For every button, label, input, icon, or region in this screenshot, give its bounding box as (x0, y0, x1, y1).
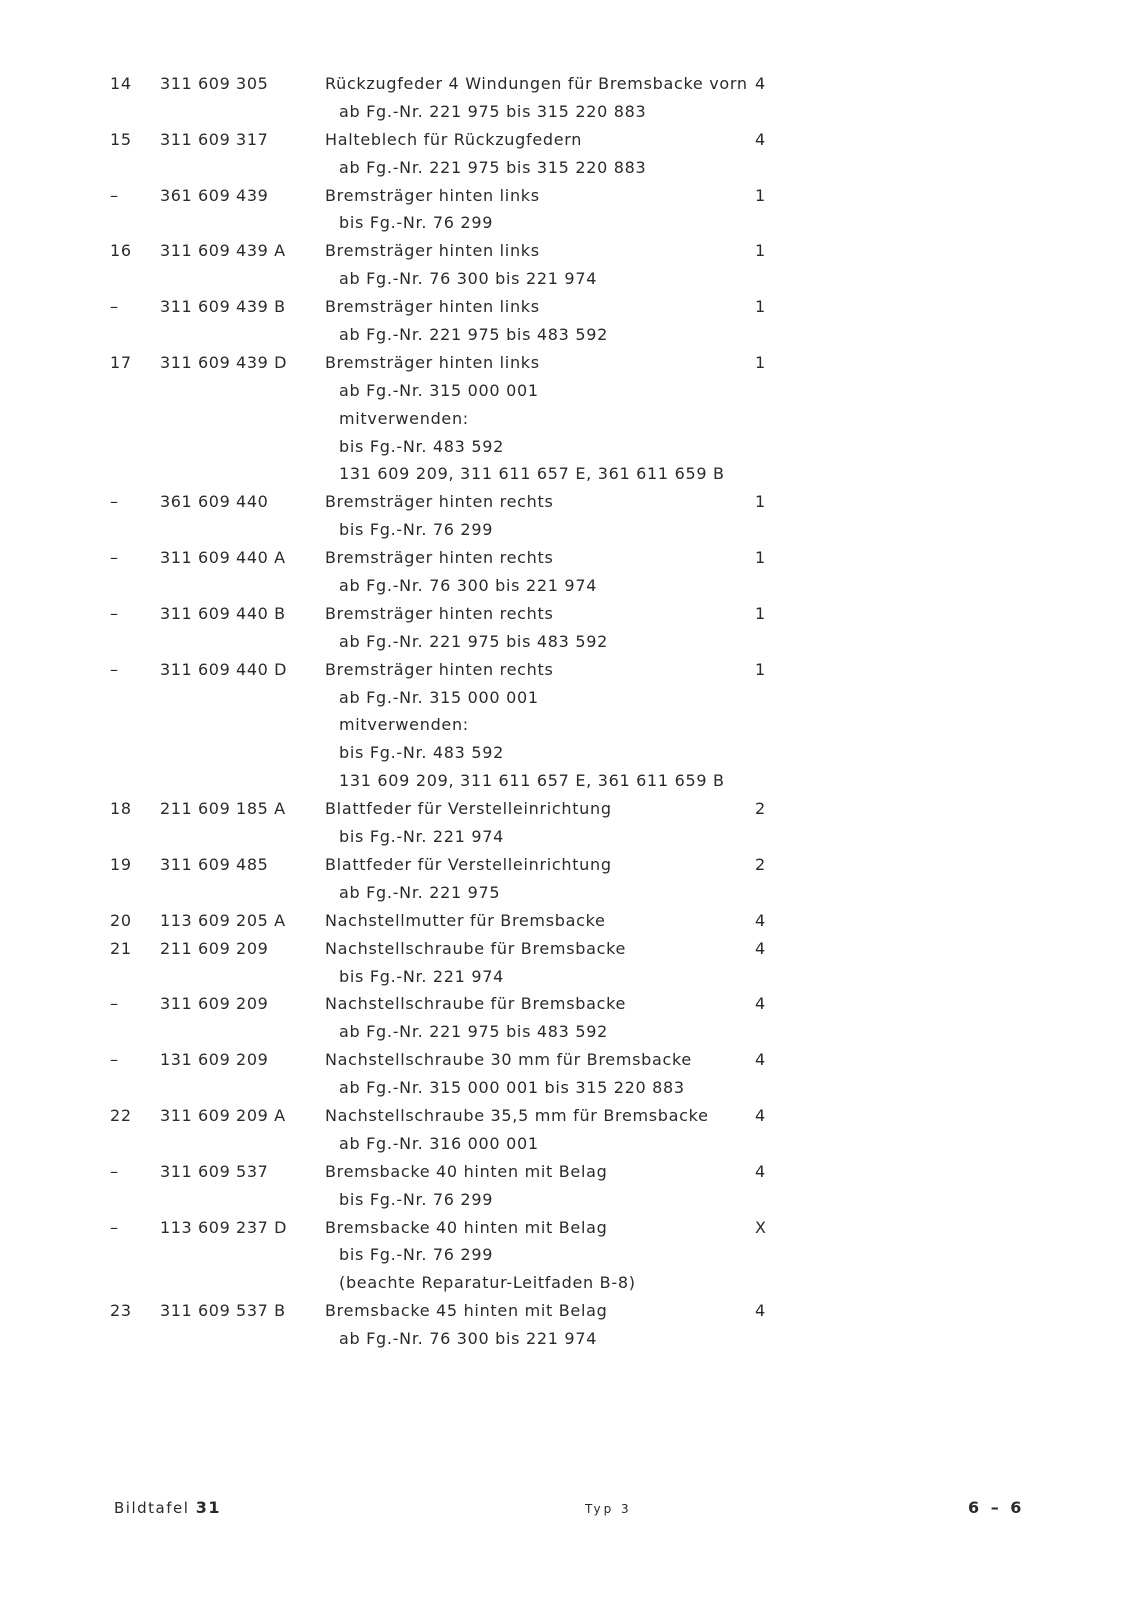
part-entry (0, 907, 1133, 935)
part-entry (0, 70, 1133, 126)
entry-main-line (0, 1214, 1133, 1242)
entry-main-line (0, 851, 1133, 879)
entry-main-line (0, 126, 1133, 154)
quantity: 1 (755, 659, 766, 679)
description-note: bis Fg.-Nr. 76 299 (339, 213, 494, 233)
entry-continuation-line (0, 154, 1133, 182)
part-description: Bremsträger hinten rechts (325, 492, 554, 512)
plate-number: 31 (195, 1498, 221, 1517)
entry-main-line (0, 1158, 1133, 1186)
description-note: ab Fg.-Nr. 76 300 bis 221 974 (339, 1329, 598, 1349)
entry-continuation-line (0, 1018, 1133, 1046)
position-number: – (110, 185, 119, 205)
part-number: 361 609 440 (160, 492, 269, 512)
part-description: Blattfeder für Verstelleinrichtung (325, 799, 612, 819)
quantity: 1 (755, 241, 766, 261)
parts-list (0, 70, 1133, 1353)
part-entry (0, 1046, 1133, 1102)
part-number: 131 609 209 (160, 1050, 269, 1070)
part-number: 311 609 305 (160, 74, 269, 93)
part-number: 311 609 440 B (160, 603, 286, 623)
part-entry (0, 1297, 1133, 1353)
quantity: 1 (755, 352, 766, 372)
entry-continuation-line (0, 767, 1133, 795)
quantity: 2 (755, 799, 766, 819)
quantity: 4 (755, 1050, 766, 1070)
part-number: 311 609 317 (160, 129, 269, 149)
entry-main-line (0, 600, 1133, 628)
entry-main-line (0, 544, 1133, 572)
entry-continuation-line (0, 516, 1133, 544)
entry-continuation-line (0, 433, 1133, 461)
description-note: 131 609 209, 311 611 657 E, 361 611 659 B (339, 771, 725, 791)
entry-continuation-line (0, 377, 1133, 405)
description-note: ab Fg.-Nr. 221 975 bis 315 220 883 (339, 101, 647, 121)
position-number: 22 (110, 1105, 132, 1125)
position-number: – (110, 548, 119, 568)
entry-continuation-line (0, 684, 1133, 712)
part-entry (0, 488, 1133, 544)
quantity: X (755, 1217, 767, 1237)
part-description: Nachstellschraube 35,5 mm für Bremsbacke (325, 1105, 709, 1125)
part-entry (0, 182, 1133, 238)
entry-continuation-line (0, 98, 1133, 126)
part-number: 311 609 209 A (160, 1105, 286, 1125)
part-entry (0, 1214, 1133, 1298)
part-description: Rückzugfeder 4 Windungen für Bremsbacke vorn (325, 74, 748, 93)
part-entry (0, 126, 1133, 182)
position-number: – (110, 603, 119, 623)
description-note: bis Fg.-Nr. 76 299 (339, 520, 494, 540)
part-description: Bremsbacke 45 hinten mit Belag (325, 1301, 608, 1321)
entry-continuation-line (0, 963, 1133, 991)
quantity: 1 (755, 548, 766, 568)
part-description: Nachstellschraube 30 mm für Bremsbacke (325, 1050, 692, 1070)
entry-main-line (0, 488, 1133, 516)
part-entry (0, 349, 1133, 488)
entry-main-line (0, 935, 1133, 963)
position-number: 21 (110, 938, 132, 958)
entry-continuation-line (0, 1325, 1133, 1353)
entry-continuation-line (0, 1269, 1133, 1297)
entry-continuation-line (0, 879, 1133, 907)
entry-main-line (0, 70, 1133, 98)
part-description: Halteblech für Rückzugfedern (325, 129, 583, 149)
quantity: 4 (755, 1301, 766, 1321)
part-entry (0, 935, 1133, 991)
entry-continuation-line (0, 265, 1133, 293)
part-entry (0, 237, 1133, 293)
description-note: bis Fg.-Nr. 221 974 (339, 827, 504, 847)
part-description: Bremsbacke 40 hinten mit Belag (325, 1217, 608, 1237)
entry-continuation-line (0, 628, 1133, 656)
quantity: 4 (755, 1161, 766, 1181)
part-number: 311 609 439 A (160, 241, 286, 261)
part-description: Bremsträger hinten links (325, 185, 540, 205)
part-description: Bremsträger hinten links (325, 297, 540, 317)
part-number: 311 609 485 (160, 854, 269, 874)
description-note: mitverwenden: (339, 715, 469, 735)
part-entry (0, 656, 1133, 795)
quantity: 4 (755, 1105, 766, 1125)
description-note: bis Fg.-Nr. 483 592 (339, 436, 504, 456)
entry-main-line (0, 795, 1133, 823)
entry-continuation-line (0, 572, 1133, 600)
entry-continuation-line (0, 1130, 1133, 1158)
part-number: 311 609 537 (160, 1161, 269, 1181)
position-number: – (110, 297, 119, 317)
entry-main-line (0, 656, 1133, 684)
position-number: – (110, 1217, 119, 1237)
description-note: ab Fg.-Nr. 221 975 bis 483 592 (339, 631, 608, 651)
entry-main-line (0, 1102, 1133, 1130)
part-description: Blattfeder für Verstelleinrichtung (325, 854, 612, 874)
quantity: 1 (755, 185, 766, 205)
quantity: 4 (755, 910, 766, 930)
part-description: Bremsträger hinten rechts (325, 548, 554, 568)
part-number: 311 609 440 D (160, 659, 287, 679)
description-note: bis Fg.-Nr. 76 299 (339, 1245, 494, 1265)
description-note: bis Fg.-Nr. 76 299 (339, 1189, 494, 1209)
part-number: 113 609 205 A (160, 910, 286, 930)
part-entry (0, 600, 1133, 656)
description-note: ab Fg.-Nr. 315 000 001 (339, 380, 539, 400)
page-number: 6 – 6 (968, 1498, 1025, 1517)
description-note: ab Fg.-Nr. 316 000 001 (339, 1133, 539, 1153)
position-number: 23 (110, 1301, 132, 1321)
description-note: bis Fg.-Nr. 483 592 (339, 743, 504, 763)
entry-continuation-line (0, 321, 1133, 349)
quantity: 4 (755, 938, 766, 958)
entry-continuation-line (0, 209, 1133, 237)
quantity: 2 (755, 854, 766, 874)
position-number: 17 (110, 352, 132, 372)
part-description: Bremsträger hinten links (325, 241, 540, 261)
position-number: – (110, 492, 119, 512)
part-description: Bremsträger hinten rechts (325, 603, 554, 623)
description-note: ab Fg.-Nr. 221 975 bis 483 592 (339, 1022, 608, 1042)
entry-main-line (0, 237, 1133, 265)
entry-continuation-line (0, 1074, 1133, 1102)
quantity: 1 (755, 603, 766, 623)
part-description: Bremsbacke 40 hinten mit Belag (325, 1161, 608, 1181)
entry-main-line (0, 182, 1133, 210)
quantity: 4 (755, 994, 766, 1014)
entry-continuation-line (0, 711, 1133, 739)
entry-continuation-line (0, 1186, 1133, 1214)
part-entry (0, 851, 1133, 907)
part-entry (0, 990, 1133, 1046)
description-note: ab Fg.-Nr. 221 975 (339, 882, 501, 902)
part-number: 211 609 209 (160, 938, 269, 958)
entry-main-line (0, 1297, 1133, 1325)
position-number: 20 (110, 910, 132, 930)
part-entry (0, 1158, 1133, 1214)
entry-continuation-line (0, 460, 1133, 488)
description-note: ab Fg.-Nr. 315 000 001 bis 315 220 883 (339, 1078, 685, 1098)
description-note: ab Fg.-Nr. 221 975 bis 483 592 (339, 325, 608, 345)
part-description: Nachstellschraube für Bremsbacke (325, 994, 627, 1014)
description-note: bis Fg.-Nr. 221 974 (339, 966, 504, 986)
part-number: 311 609 439 D (160, 352, 287, 372)
plate-label-text: Bildtafel (114, 1499, 190, 1517)
part-description: Nachstellmutter für Bremsbacke (325, 910, 606, 930)
quantity: 4 (755, 129, 766, 149)
position-number: 15 (110, 129, 132, 149)
entry-main-line (0, 349, 1133, 377)
description-note: (beachte Reparatur-Leitfaden B-8) (339, 1273, 636, 1293)
entry-continuation-line (0, 1241, 1133, 1269)
part-entry (0, 1102, 1133, 1158)
part-number: 311 609 439 B (160, 297, 286, 317)
quantity: 4 (755, 74, 766, 93)
part-number: 113 609 237 D (160, 1217, 287, 1237)
description-note: ab Fg.-Nr. 76 300 bis 221 974 (339, 269, 598, 289)
position-number: – (110, 1050, 119, 1070)
entry-continuation-line (0, 823, 1133, 851)
part-description: Bremsträger hinten links (325, 352, 540, 372)
position-number: – (110, 994, 119, 1014)
position-number: 19 (110, 854, 132, 874)
part-entry (0, 293, 1133, 349)
description-note: ab Fg.-Nr. 315 000 001 (339, 687, 539, 707)
entry-main-line (0, 1046, 1133, 1074)
quantity: 1 (755, 297, 766, 317)
description-note: mitverwenden: (339, 408, 469, 428)
position-number: 16 (110, 241, 132, 261)
position-number: 18 (110, 799, 132, 819)
part-description: Nachstellschraube für Bremsbacke (325, 938, 627, 958)
part-number: 311 609 537 B (160, 1301, 286, 1321)
description-note: ab Fg.-Nr. 221 975 bis 315 220 883 (339, 157, 647, 177)
entry-main-line (0, 293, 1133, 321)
quantity: 1 (755, 492, 766, 512)
position-number: – (110, 1161, 119, 1181)
entry-continuation-line (0, 739, 1133, 767)
entry-continuation-line (0, 405, 1133, 433)
position-number: 14 (110, 74, 132, 93)
part-entry (0, 795, 1133, 851)
part-number: 211 609 185 A (160, 799, 286, 819)
plate-label (114, 1498, 221, 1517)
type-label: Typ 3 (585, 1502, 632, 1516)
description-note: 131 609 209, 311 611 657 E, 361 611 659 B (339, 464, 725, 484)
entry-main-line (0, 990, 1133, 1018)
part-number: 361 609 439 (160, 185, 269, 205)
entry-main-line (0, 907, 1133, 935)
part-description: Bremsträger hinten rechts (325, 659, 554, 679)
description-note: ab Fg.-Nr. 76 300 bis 221 974 (339, 576, 598, 596)
position-number: – (110, 659, 119, 679)
part-number: 311 609 440 A (160, 548, 286, 568)
part-entry (0, 544, 1133, 600)
part-number: 311 609 209 (160, 994, 269, 1014)
